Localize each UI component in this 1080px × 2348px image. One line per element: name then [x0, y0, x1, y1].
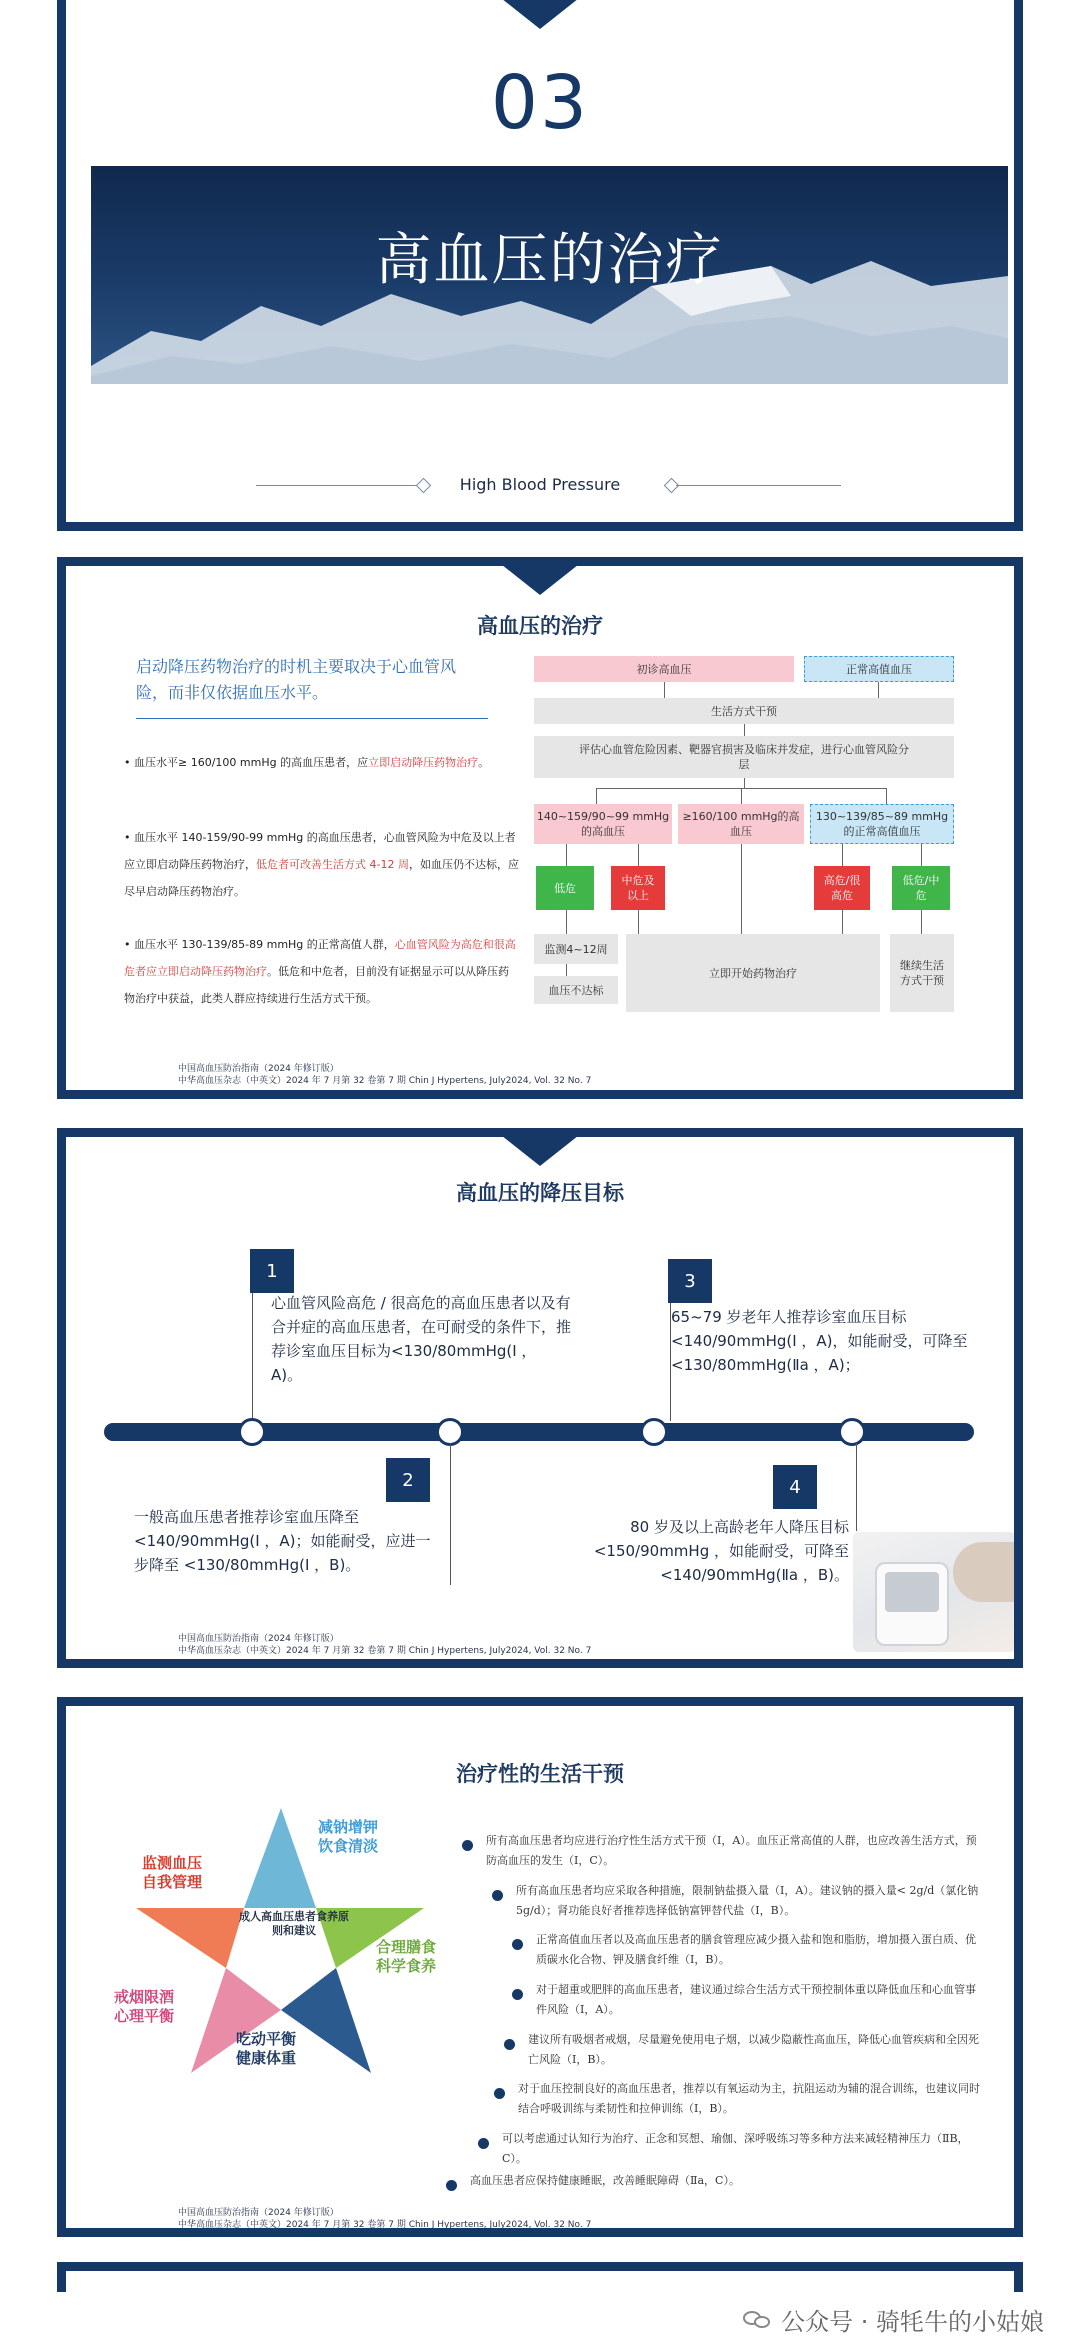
monitor-screen	[885, 1572, 939, 1612]
reference-line-1: 中国高血压防治指南（2024 年修订版）	[178, 1634, 339, 1644]
lifestyle-point-3: 正常高值血压者以及高血压患者的膳食管理应减少摄入盐和饱和脂肪，增加摄入蛋白质、优质碳水化合物、钾及膳食纤维（Ⅰ，B）。	[536, 1933, 976, 1966]
section-number: 03	[490, 60, 590, 146]
flow-group-3: 130~139/85~89 mmHg的正常高值血压	[810, 804, 954, 844]
slide-notch	[492, 0, 588, 29]
flow-arrow	[741, 844, 742, 934]
lifestyle-point-4: 对于超重或肥胖的高血压患者，建议通过综合生活方式干预控制体重以降低血压和心血管事件风险（Ⅰ，A）。	[536, 1983, 976, 2016]
target-text-4: 80 岁及以上高龄老年人降压目标<150/90mmHg ，如能耐受，可降至<140/90mmHg(Ⅱa ，B)。	[593, 1518, 849, 1584]
flow-lifestyle: 生活方式干预	[534, 698, 954, 724]
flow-initial: 初诊高血压	[534, 656, 794, 682]
flow-arrow	[566, 964, 567, 976]
flow-arrow	[741, 788, 742, 804]
slide-next-partial	[57, 2262, 1023, 2292]
slide-targets	[57, 1128, 1023, 1668]
flow-arrow	[878, 682, 879, 698]
wechat-icon	[743, 2309, 773, 2331]
slide-title: 治疗性的生活干预	[456, 1762, 624, 1786]
target-text-1: 心血管风险高危 / 很高危的高血压患者以及有合并症的高血压患者，在可耐受的条件下，推荐诊室血压目标为<130/80mmHg(I ， A)。	[271, 1294, 572, 1384]
target-number-4: 4	[773, 1465, 817, 1509]
timeline-dot	[238, 1418, 266, 1446]
reference-line-2: 中华高血压杂志（中英文）2024 年 7 月第 32 卷第 7 期 Chin J Hypertens, July2024, Vol. 32 No. 7	[178, 1646, 592, 1656]
flow-arrow	[921, 910, 922, 934]
timeline-dot	[640, 1418, 668, 1446]
flow-start-drug: 立即开始药物治疗	[626, 934, 880, 1012]
point-bullet	[494, 2088, 505, 2099]
point-bullet	[512, 1989, 523, 2000]
slide-section-cover	[57, 0, 1023, 531]
flow-arrow	[638, 844, 639, 866]
timeline-connector	[252, 1293, 253, 1421]
target-number-2: 2	[386, 1458, 430, 1502]
star-label-bottom-left: 戒烟限酒心理平衡	[114, 1988, 175, 2025]
lifestyle-point-8: 高血压患者应保持健康睡眠，改善睡眠障碍（Ⅱa，C）。	[470, 2174, 740, 2187]
slide-notch	[492, 557, 588, 595]
reference-line-1: 中国高血压防治指南（2024 年修订版）	[178, 1064, 339, 1074]
bullet-3: • 血压水平 130-139/85-89 mmHg 的正常高值人群，心血管风险为高危和很高危者应立即启动降压药物治疗。低危和中危者，目前没有证据显示可以从降压药物治疗中获益，此类人群应持续进行生活方式干预。	[124, 938, 516, 1005]
subtitle: High Blood Pressure	[459, 475, 621, 494]
star-label-bottom-right: 吃动平衡健康体重	[236, 2030, 297, 2067]
slide-lifestyle	[57, 1697, 1023, 2237]
lifestyle-point-2: 所有高血压患者均应采取各种措施，限制钠盐摄入量（Ⅰ，A）。建议钠的摄入量< 2g/d（氯化钠 5g/d）；肾功能良好者推荐选择低钠富钾替代盐（Ⅰ，B）。	[516, 1884, 979, 1917]
flow-arrow	[596, 788, 597, 804]
point-bullet	[446, 2180, 457, 2191]
flow-high-risk: 高危/很高危	[814, 866, 870, 910]
target-number-3: 3	[668, 1259, 712, 1303]
flow-arrow	[842, 844, 843, 866]
point-bullet	[462, 1840, 473, 1851]
reference-line-2: 中华高血压杂志（中英文）2024 年 7 月第 32 卷第 7 期 Chin J Hypertens, July2024, Vol. 32 No. 7	[178, 1076, 592, 1086]
flow-arrow	[638, 910, 639, 934]
flow-group-2: ≥160/100 mmHg的高血压	[678, 804, 804, 844]
divider-line-right	[676, 485, 841, 486]
title-banner	[91, 166, 1008, 384]
flow-arrow	[566, 910, 567, 934]
flow-high-normal: 正常高值血压	[804, 656, 954, 682]
star-label-top: 减钠增钾饮食清淡	[318, 1818, 379, 1855]
lead-underline	[136, 718, 488, 719]
star-center-label: 成人高血压患者食养原则和建议	[239, 1910, 349, 1937]
flow-arrow	[744, 724, 745, 736]
flow-assess: 评估心血管危险因素、靶器官损害及临床并发症，进行心血管风险分层	[534, 736, 954, 778]
flow-continue: 继续生活方式干预	[890, 934, 954, 1012]
slide-title: 高血压的治疗	[477, 614, 603, 638]
slide-notch	[492, 1128, 588, 1166]
flow-mid-up-risk: 中危及以上	[611, 866, 665, 910]
lifestyle-point-1: 所有高血压患者均应进行治疗性生活方式干预（Ⅰ，A）。血压正常高值的人群，也应改善生活方式，预防高血压的发生（Ⅰ，C）。	[486, 1834, 977, 1867]
lead-text: 启动降压药物治疗的时机主要取决于心血管风险，而非仅依据血压水平。	[136, 657, 457, 702]
arm-cuff	[953, 1542, 1016, 1602]
timeline-dot	[436, 1418, 464, 1446]
blood-pressure-monitor-image	[853, 1532, 1016, 1652]
bullet-2: • 血压水平 140-159/90-99 mmHg 的高血压患者，心血管风险为中危及以上者应立即启动降压药物治疗，低危者可改善生活方式 4-12 周，如血压仍不达标，应尽早启动降压药物治疗。	[124, 831, 519, 898]
flow-arrow	[886, 788, 887, 804]
flow-arrow	[664, 682, 665, 698]
timeline-connector	[856, 1443, 857, 1531]
watermark-bar	[0, 2292, 1080, 2348]
watermark	[743, 2302, 1044, 2337]
timeline-connector	[450, 1443, 451, 1585]
reference-line-1: 中国高血压防治指南（2024 年修订版）	[178, 2208, 339, 2218]
reference-line-2: 中华高血压杂志（中英文）2024 年 7 月第 32 卷第 7 期 Chin J Hypertens, July2024, Vol. 32 No. 7	[178, 2220, 592, 2230]
target-text-3: 65~79 岁老年人推荐诊室血压目标<140/90mmHg(I ，A)，如能耐受，可降至 <130/80mmHg(Ⅱa ，A)；	[671, 1308, 968, 1374]
flow-low-mid-risk: 低危/中危	[892, 866, 950, 910]
lifestyle-point-5: 建议所有吸烟者戒烟，尽量避免使用电子烟，以减少隐蔽性高血压，降低心血管疾病和全因死亡风险（Ⅰ，B）。	[528, 2033, 979, 2066]
flow-low-risk: 低危	[536, 866, 594, 910]
lifestyle-point-7: 可以考虑通过认知行为治疗、正念和冥想、瑜伽、深呼吸练习等多种方法来减轻精神压力（ⅡB，C）。	[502, 2132, 969, 2165]
watermark-text: 公众号 · 骑牦牛的小姑娘	[781, 2308, 1044, 2336]
banner-title: 高血压的治疗	[375, 228, 724, 293]
lifestyle-point-6: 对于血压控制良好的高血压患者，推荐以有氧运动为主，抗阻运动为辅的混合训练，也建议同时结合呼吸训练与柔韧性和拉伸训练（Ⅰ，B）。	[518, 2082, 980, 2115]
flow-arrow	[566, 844, 567, 866]
flow-arrow	[842, 910, 843, 934]
point-bullet	[512, 1939, 523, 1950]
flow-group-1: 140~159/90~99 mmHg的高血压	[534, 804, 672, 844]
point-bullet	[504, 2039, 515, 2050]
timeline-dot	[838, 1418, 866, 1446]
point-bullet	[478, 2138, 489, 2149]
flow-arrow	[921, 844, 922, 866]
flow-monitor: 监测4~12周	[534, 934, 618, 964]
bullet-1: • 血压水平≥ 160/100 mmHg 的高血压患者，应立即启动降压药物治疗。	[124, 756, 490, 769]
flow-arrow	[744, 778, 745, 788]
star-label-right: 合理膳食科学食养	[376, 1938, 437, 1975]
target-text-2: 一般高血压患者推荐诊室血压降至<140/90mmHg(I ，A)；如能耐受，应进一步降至 <130/80mmHg(I ，B)。	[134, 1508, 431, 1574]
point-bullet	[492, 1890, 503, 1901]
slide-title: 高血压的降压目标	[456, 1181, 624, 1205]
flow-not-met: 血压不达标	[534, 976, 618, 1004]
slide-treatment	[57, 557, 1023, 1099]
target-number-1: 1	[250, 1249, 294, 1293]
star-label-left: 监测血压自我管理	[142, 1854, 203, 1891]
